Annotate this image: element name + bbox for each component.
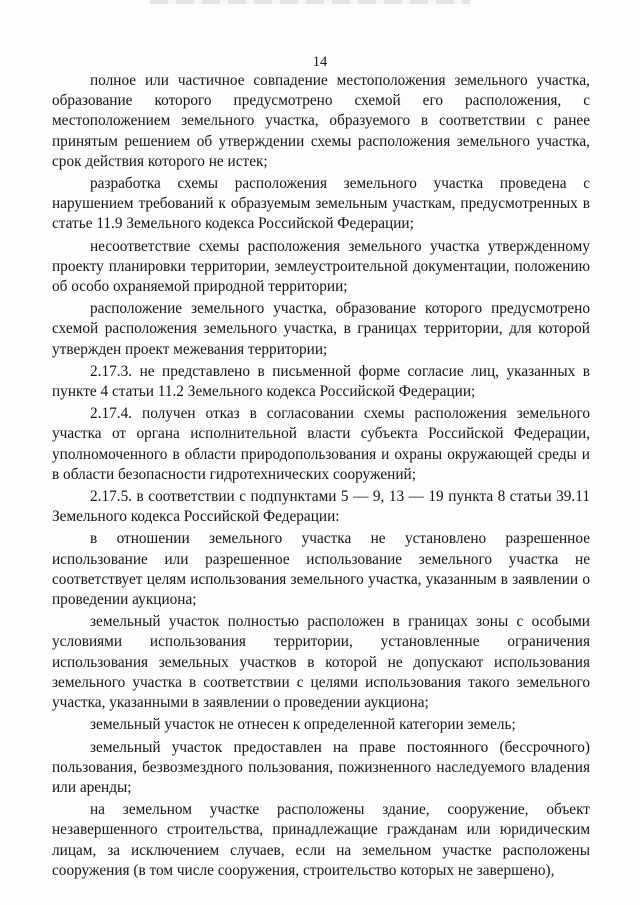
paragraph-scheme-violation: разработка схемы расположения земельного участка проведена с нарушением требований к образуемым земельным участкам, предусмотренных в статье 11.9 Земельного кодекса Российской Федерации; <box>52 175 590 233</box>
paragraph-scheme-mismatch: несоответствие схемы расположения земельного участка утвержденному проекту планировки территории, землеустроительной документации, положению об особо охраняемой природной территории; <box>52 237 590 296</box>
page-number: 14 <box>312 54 328 70</box>
paragraph-2-17-4: 2.17.4. получен отказ в согласовании схемы расположения земельного участка от органа исполнительной власти субъекта Российской Федерации, уполномоченного в области природопользования и охраны окружающей среды и в области безопасности гидротехнических сооружений; <box>52 405 590 483</box>
paragraph-permitted-use: в отношении земельного участка не установлено разрешенное использование или разрешенное использование земельного участка не соответствует целям использования земельного участка, указанным в заявлении о проведении аукциона; <box>52 530 590 609</box>
scan-edge-artifact <box>150 0 470 4</box>
paragraph-2-17-5: 2.17.5. в соответствии с подпунктами 5 — 9, 13 — 19 пункта 8 статьи 39.11 Земельного кодекса Российской Федерации: <box>52 488 590 526</box>
paragraph-land-category: земельный участок не отнесен к определенной категории земель; <box>90 716 516 734</box>
document-body <box>52 71 590 881</box>
paragraph-2-17-3: 2.17.3. не представлено в письменной форме согласие лиц, указанных в пункте 4 статьи 11.2 Земельного кодекса Российской Федерации; <box>52 362 590 401</box>
paragraph-location-overlap: полное или частичное совпадение местоположения земельного участка, образование которого предусмотрено схемой его расположения, с местоположением земельного участка, образуемого в соответствии с ранее принятым решением об утверждении схемы расположения земельного участка, срок действия которого не истек; <box>52 72 590 170</box>
paragraph-land-rights: земельный участок предоставлен на праве постоянного (бессрочного) пользования, безвозмездного пользования, пожизненного наследуемого владения или аренды; <box>52 738 590 796</box>
paragraph-surveying-project: расположение земельного участка, образование которого предусмотрено схемой расположения земельного участка, в границах территории, для которой утвержден проект межевания территории; <box>52 300 590 358</box>
paragraph-special-zone: земельный участок полностью расположен в границах зоны с особыми условиями использования территории, установленные ограничения использования земельных участков в которой не допускают использования земельного участка в соответствии с целями использования такого земельного участка, указанными в заявлении о проведении аукциона; <box>52 613 590 712</box>
paragraph-buildings-on-land: на земельном участке расположены здание, сооружение, объект незавершенного строительства, принадлежащие гражданам или юридическим лицам, за исключением случаев, если на земельном участке расположены сооружения (в том числе сооружения, строительство которых не завершено), <box>52 801 590 879</box>
